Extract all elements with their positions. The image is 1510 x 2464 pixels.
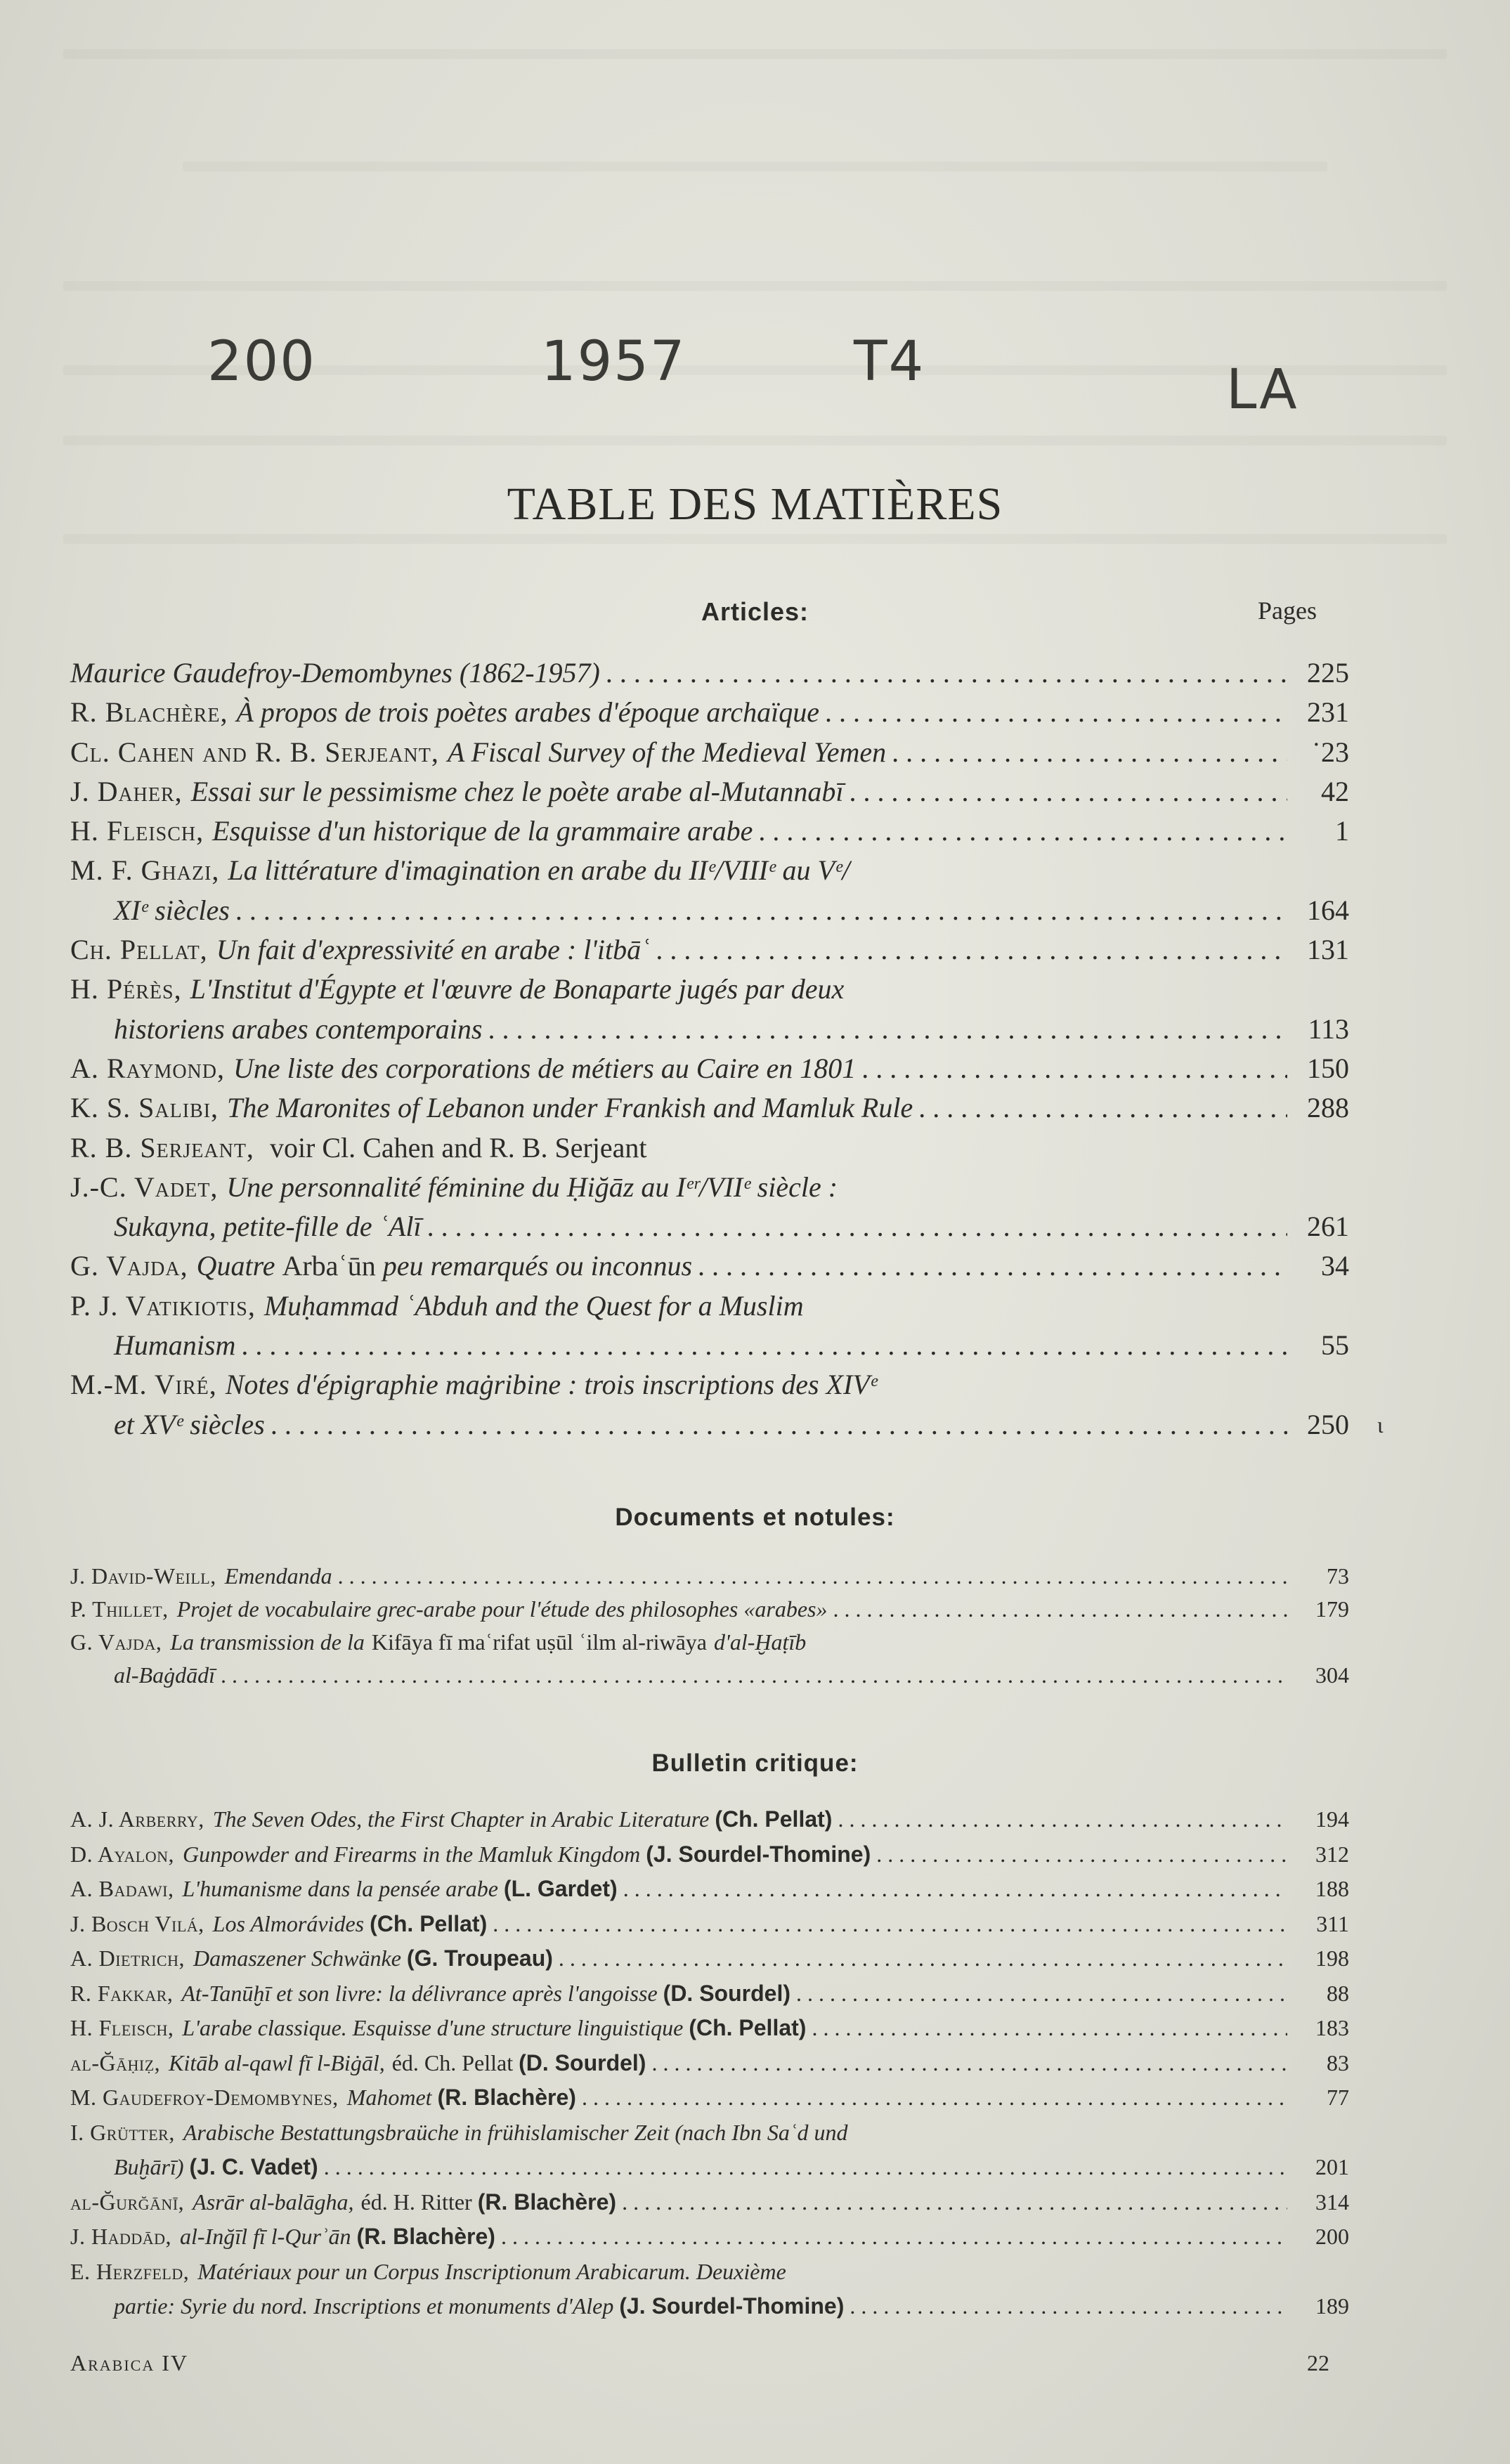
toc-entry bbox=[70, 2185, 1349, 2220]
entry-title: L'Institut d'Égypte et l'œuvre de Bonaparte jugés par deux bbox=[190, 973, 845, 1005]
toc-entry-line bbox=[70, 2080, 1349, 2116]
dot-leader bbox=[861, 1049, 1287, 1088]
entry-author: R. Blachère, bbox=[70, 696, 228, 729]
dot-leader bbox=[849, 772, 1287, 811]
toc-entry bbox=[70, 2255, 1349, 2324]
dot-leader bbox=[338, 1560, 1287, 1593]
entry-author: J. Haddād, bbox=[70, 2224, 172, 2249]
entry-page: 183 bbox=[1315, 2015, 1349, 2040]
toc-entry bbox=[70, 1246, 1349, 1286]
dot-leader bbox=[427, 1207, 1287, 1246]
entry-reviewer: (R. Blachère) bbox=[437, 2085, 576, 2110]
entry-page: 73 bbox=[1327, 1563, 1349, 1589]
toc-entry-line bbox=[70, 1907, 1349, 1942]
entry-author: H. Fleisch, bbox=[70, 815, 204, 847]
toc-entry-line bbox=[70, 930, 1349, 970]
dot-leader bbox=[221, 1659, 1287, 1692]
entry-title: XIᵉ siècles bbox=[114, 894, 230, 926]
dot-leader bbox=[656, 930, 1287, 970]
toc-entry-line bbox=[70, 1837, 1349, 1872]
entry-reviewer: (Ch. Pellat) bbox=[715, 1806, 833, 1832]
toc-entry-line bbox=[70, 1128, 1349, 1168]
entry-page: 1 bbox=[1335, 815, 1349, 847]
entry-author: J. Bosch Vilá, bbox=[70, 1910, 204, 1936]
toc-entry-line bbox=[70, 1326, 1349, 1365]
dot-leader bbox=[892, 733, 1287, 772]
toc-entry-line bbox=[70, 1246, 1349, 1286]
entry-title: partie: Syrie du nord. Inscriptions et monuments d'Alep bbox=[114, 2293, 614, 2319]
page-title: TABLE DES MATIÈRES bbox=[507, 478, 1003, 530]
dot-leader bbox=[582, 2080, 1287, 2116]
entry-page: 88 bbox=[1327, 1980, 1349, 2006]
entry-title: Arabische Bestattungsbraüche in frühislamischer Zeit (nach Ibn Saʿd und bbox=[183, 2119, 848, 2145]
toc-entry-line bbox=[70, 1088, 1349, 1128]
entry-reviewer: (L. Gardet) bbox=[503, 1876, 618, 1901]
entry-title: Notes d'épigraphie maġribine : trois inscriptions des XIVᵉ bbox=[225, 1369, 878, 1401]
entry-page: 131 bbox=[1307, 934, 1349, 966]
toc-entry-line bbox=[70, 772, 1349, 811]
entry-title: Muḥammad ʿAbduh and the Quest for a Muslim bbox=[263, 1289, 804, 1322]
entry-author: R. B. Serjeant, bbox=[70, 1131, 254, 1163]
dot-leader bbox=[825, 693, 1287, 732]
toc-entry-line bbox=[70, 1168, 1349, 1207]
toc-entry-line bbox=[70, 1593, 1349, 1626]
entry-reviewer: (R. Blachère) bbox=[477, 2189, 617, 2215]
entry-title: The Seven Odes, the First Chapter in Arabic Literature bbox=[212, 1806, 710, 1832]
entry-page: 164 bbox=[1307, 894, 1349, 926]
toc-entry bbox=[70, 1286, 1349, 1366]
entry-title: Maurice Gaudefroy-Demombynes (1862-1957) bbox=[70, 657, 600, 689]
toc-entry bbox=[70, 1088, 1349, 1128]
toc-entry-line bbox=[70, 891, 1349, 930]
dot-leader bbox=[796, 1976, 1287, 2012]
entry-text: voir Cl. Cahen and R. B. Serjeant bbox=[269, 1131, 647, 1163]
entry-page: ˙23 bbox=[1311, 736, 1349, 768]
dot-leader bbox=[623, 1872, 1287, 1907]
entry-reviewer: (J. Sourdel-Thomine) bbox=[619, 2293, 845, 2319]
toc-entry-line bbox=[70, 653, 1349, 693]
toc-entry bbox=[70, 1049, 1349, 1088]
entry-title: La transmission de la bbox=[170, 1629, 365, 1655]
entry-title: Damaszener Schwänke bbox=[193, 1945, 401, 1971]
entry-author: E. Herzfeld, bbox=[70, 2258, 190, 2284]
entry-author: I. Grütter, bbox=[70, 2119, 175, 2145]
entry-author: G. Vajda, bbox=[70, 1250, 188, 1282]
toc-entry bbox=[70, 1802, 1349, 1837]
entry-text: éd. H. Ritter bbox=[360, 2189, 472, 2215]
toc-entry-line bbox=[70, 2185, 1349, 2220]
toc-entry-line bbox=[70, 733, 1349, 772]
toc-entry-line bbox=[70, 1626, 1349, 1659]
entry-reviewer: (Ch. Pellat) bbox=[370, 1910, 488, 1936]
entry-author: Cl. Cahen and R. B. Serjeant, bbox=[70, 736, 439, 768]
toc-entry-line bbox=[70, 2116, 1349, 2151]
toc-entry bbox=[70, 930, 1349, 970]
dot-leader bbox=[622, 2185, 1287, 2220]
toc-entry bbox=[70, 1365, 1349, 1445]
toc-entry bbox=[70, 2080, 1349, 2116]
entry-page: 55 bbox=[1321, 1329, 1349, 1362]
toc-entry bbox=[70, 653, 1349, 693]
footer-journal: Arabica IV bbox=[70, 2350, 188, 2375]
entry-page: 150 bbox=[1307, 1052, 1349, 1084]
entry-page: 201 bbox=[1315, 2154, 1349, 2179]
toc-entry bbox=[70, 733, 1349, 772]
entry-page: 288 bbox=[1307, 1092, 1349, 1124]
entry-author: al-Ğurğānī, bbox=[70, 2189, 185, 2215]
toc-entry-line bbox=[70, 1207, 1349, 1246]
toc-entry-line bbox=[70, 2046, 1349, 2081]
dot-leader bbox=[812, 2011, 1287, 2046]
toc-entry bbox=[70, 1976, 1349, 2012]
dot-leader bbox=[758, 811, 1287, 851]
entry-author: A. Raymond, bbox=[70, 1052, 225, 1084]
entry-text: Arbaʿūn bbox=[282, 1250, 376, 1282]
toc-entry bbox=[70, 811, 1349, 851]
entry-author: M. Gaudefroy-Demombynes, bbox=[70, 2085, 339, 2110]
handwritten-note-3: T4 bbox=[854, 330, 925, 393]
handwritten-note-1: 200 bbox=[207, 330, 316, 393]
entry-title: Esquisse d'un historique de la grammaire arabe bbox=[212, 815, 753, 847]
entry-text: Kifāya fī maʿrifat uṣūl ʿilm al-riwāya bbox=[371, 1629, 707, 1655]
bulletin-list bbox=[70, 1802, 1349, 2324]
entry-title: The Maronites of Lebanon under Frankish and Mamluk Rule bbox=[227, 1092, 913, 1124]
show-through-line bbox=[183, 162, 1327, 171]
entry-author: J. David-Weill, bbox=[70, 1563, 216, 1589]
toc-entry-line bbox=[70, 1049, 1349, 1088]
toc-entry bbox=[70, 970, 1349, 1049]
entry-author: M.-M. Viré, bbox=[70, 1369, 217, 1401]
entry-title: Humanism bbox=[114, 1329, 236, 1362]
toc-entry bbox=[70, 1907, 1349, 1942]
entry-author: D. Ayalon, bbox=[70, 1841, 175, 1867]
entry-author: al-Ğāḥiẓ, bbox=[70, 2049, 161, 2075]
entry-reviewer: (J. Sourdel-Thomine) bbox=[646, 1841, 871, 1867]
entry-title: Buḫārī) bbox=[114, 2154, 184, 2179]
show-through-line bbox=[63, 534, 1447, 544]
dot-leader bbox=[606, 653, 1287, 693]
toc-entry bbox=[70, 1872, 1349, 1907]
entry-title: At-Tanūḫī et son livre: la délivrance après l'angoisse bbox=[181, 1980, 658, 2006]
entry-page: 225 bbox=[1307, 657, 1349, 689]
toc-entry-line bbox=[70, 851, 1349, 890]
entry-title: Une liste des corporations de métiers au Caire en 1801 bbox=[233, 1052, 857, 1084]
toc-entry bbox=[70, 1128, 1349, 1168]
dot-leader bbox=[493, 1907, 1287, 1942]
entry-text: éd. Ch. Pellat bbox=[391, 2049, 514, 2075]
dot-leader bbox=[651, 2046, 1287, 2081]
entry-title: A Fiscal Survey of the Medieval Yemen bbox=[447, 736, 887, 768]
entry-page: 311 bbox=[1316, 1910, 1349, 1936]
pages-column-heading: Pages bbox=[1258, 597, 1317, 625]
dot-leader bbox=[838, 1802, 1287, 1837]
entry-author: A. Badawi, bbox=[70, 1876, 174, 1901]
entry-author: J.-C. Vadet, bbox=[70, 1171, 219, 1203]
entry-title: Un fait d'expressivité en arabe : l'itbāʿ bbox=[216, 934, 651, 966]
toc-entry-line bbox=[70, 1802, 1349, 1837]
toc-entry-line bbox=[70, 1010, 1349, 1049]
entry-page: 83 bbox=[1327, 2049, 1349, 2075]
toc-entry bbox=[70, 2046, 1349, 2081]
margin-mark: ɩ bbox=[1377, 1412, 1384, 1438]
footer-page-number: 22 bbox=[1307, 2350, 1329, 2375]
entry-title: Essai sur le pessimisme chez le poète arabe al-Mutannabī bbox=[190, 775, 844, 807]
entry-title: La littérature d'imagination en arabe du IIᵉ/VIIIᵉ au Vᵉ/ bbox=[228, 854, 850, 887]
dot-leader bbox=[559, 1941, 1287, 1976]
entry-page: 231 bbox=[1307, 696, 1349, 729]
entry-author: R. Fakkar, bbox=[70, 1980, 174, 2006]
dot-leader bbox=[833, 1593, 1287, 1626]
entry-author: H. Fleisch, bbox=[70, 2015, 174, 2040]
show-through-line bbox=[63, 281, 1447, 291]
entry-title: Projet de vocabulaire grec-arabe pour l'étude des philosophes «arabes» bbox=[176, 1596, 828, 1622]
toc-entry-line bbox=[70, 1365, 1349, 1404]
entry-author: P. Thillet, bbox=[70, 1596, 169, 1622]
entry-page: 188 bbox=[1315, 1876, 1349, 1901]
toc-entry bbox=[70, 1626, 1349, 1692]
entry-author: Ch. Pellat, bbox=[70, 934, 208, 966]
section-heading-bulletin: Bulletin critique: bbox=[651, 1749, 859, 1777]
toc-entry-line bbox=[70, 1560, 1349, 1593]
toc-entry bbox=[70, 1593, 1349, 1626]
entry-author: K. S. Salibi, bbox=[70, 1092, 219, 1124]
entry-title: Sukayna, petite-fille de ʿAlī bbox=[114, 1211, 422, 1243]
entry-author: M. F. Ghazi, bbox=[70, 854, 220, 887]
toc-entry bbox=[70, 1837, 1349, 1872]
show-through-line bbox=[63, 49, 1447, 59]
entry-title: et XVᵉ siècles bbox=[114, 1408, 265, 1440]
toc-entry-line bbox=[70, 1976, 1349, 2012]
dot-leader bbox=[271, 1405, 1287, 1445]
handwritten-note-2: 1957 bbox=[541, 330, 686, 393]
entry-reviewer: (J. C. Vadet) bbox=[189, 2154, 318, 2179]
articles-list bbox=[70, 653, 1349, 1445]
toc-entry-line bbox=[70, 2011, 1349, 2046]
toc-entry bbox=[70, 851, 1349, 930]
entry-title: Kitāb al-qawl fī l-Biġāl, bbox=[169, 2049, 385, 2075]
toc-entry-line bbox=[70, 2150, 1349, 2185]
entry-page: 42 bbox=[1321, 775, 1349, 807]
toc-entry-line bbox=[70, 1405, 1349, 1445]
toc-entry-line bbox=[70, 2255, 1349, 2290]
entry-page: 194 bbox=[1315, 1806, 1349, 1832]
dot-leader bbox=[876, 1837, 1287, 1872]
entry-author: A. J. Arberry, bbox=[70, 1806, 204, 1832]
section-heading-articles: Articles: bbox=[701, 597, 809, 626]
toc-entry bbox=[70, 1941, 1349, 1976]
toc-entry-line bbox=[70, 693, 1349, 732]
entry-title: al-Inğīl fī l-Qurʾān bbox=[180, 2224, 351, 2249]
toc-entry-line bbox=[70, 970, 1349, 1009]
toc-entry bbox=[70, 2219, 1349, 2255]
dot-leader bbox=[698, 1246, 1287, 1286]
toc-entry bbox=[70, 1560, 1349, 1593]
entry-reviewer: (D. Sourdel) bbox=[663, 1980, 790, 2006]
entry-author: A. Dietrich, bbox=[70, 1945, 185, 1971]
toc-entry bbox=[70, 772, 1349, 811]
entry-page: 200 bbox=[1315, 2224, 1349, 2249]
entry-title: À propos de trois poètes arabes d'époque archaïque bbox=[236, 696, 820, 729]
toc-entry-line bbox=[70, 1659, 1349, 1692]
entry-page: 77 bbox=[1327, 2085, 1349, 2110]
entry-title: peu remarqués ou inconnus bbox=[382, 1250, 693, 1282]
entry-page: 314 bbox=[1315, 2189, 1349, 2215]
entry-title: Gunpowder and Firearms in the Mamluk Kingdom bbox=[183, 1841, 641, 1867]
dot-leader bbox=[241, 1326, 1287, 1365]
entry-page: 261 bbox=[1307, 1211, 1349, 1243]
toc-entry bbox=[70, 2011, 1349, 2046]
entry-reviewer: (Ch. Pellat) bbox=[689, 2015, 807, 2040]
entry-page: 250 bbox=[1307, 1408, 1349, 1440]
toc-entry-line bbox=[70, 1286, 1349, 1326]
entry-page: 198 bbox=[1315, 1945, 1349, 1971]
section-heading-documents: Documents et notules: bbox=[615, 1504, 895, 1531]
dot-leader bbox=[324, 2150, 1287, 2185]
entry-reviewer: (D. Sourdel) bbox=[519, 2049, 646, 2075]
entry-title: L'humanisme dans la pensée arabe bbox=[182, 1876, 498, 1901]
entry-reviewer: (R. Blachère) bbox=[356, 2224, 495, 2249]
toc-entry-line bbox=[70, 1872, 1349, 1907]
toc-entry bbox=[70, 693, 1349, 732]
entry-page: 179 bbox=[1315, 1596, 1349, 1622]
entry-title: Los Almorávides bbox=[212, 1910, 365, 1936]
entry-page: 34 bbox=[1321, 1250, 1349, 1282]
entry-reviewer: (G. Troupeau) bbox=[406, 1945, 553, 1971]
entry-title: Mahomet bbox=[346, 2085, 432, 2110]
entry-title: historiens arabes contemporains bbox=[114, 1012, 483, 1045]
toc-entry-line bbox=[70, 2289, 1349, 2324]
toc-entry-line bbox=[70, 2219, 1349, 2255]
entry-title: d'al-Ḫaṭīb bbox=[714, 1629, 807, 1655]
show-through-line bbox=[63, 436, 1447, 445]
entry-title: Asrār al-balāgha, bbox=[193, 2189, 354, 2215]
toc-entry bbox=[70, 2116, 1349, 2185]
entry-page: 189 bbox=[1315, 2293, 1349, 2319]
entry-title: Quatre bbox=[196, 1250, 275, 1282]
entry-author: P. J. Vatikiotis, bbox=[70, 1289, 256, 1322]
toc-entry-line bbox=[70, 811, 1349, 851]
toc-entry bbox=[70, 1168, 1349, 1247]
entry-page: 304 bbox=[1315, 1662, 1349, 1688]
entry-author: J. Daher, bbox=[70, 775, 183, 807]
entry-title: Une personnalité féminine du Ḥiğāz au Iᵉʳ/VIIᵉ siècle : bbox=[226, 1171, 838, 1203]
dot-leader bbox=[918, 1088, 1287, 1128]
dot-leader bbox=[488, 1010, 1287, 1049]
entry-title: Matériaux pour un Corpus Inscriptionum Arabicarum. Deuxième bbox=[197, 2258, 786, 2284]
entry-author: H. Pérès, bbox=[70, 973, 182, 1005]
entry-title: al-Baġdādī bbox=[114, 1662, 215, 1688]
entry-author: G. Vajda, bbox=[70, 1629, 162, 1655]
entry-title: Emendanda bbox=[224, 1563, 332, 1589]
dot-leader bbox=[235, 891, 1287, 930]
documents-list bbox=[70, 1560, 1349, 1692]
dot-leader bbox=[501, 2219, 1287, 2255]
handwritten-note-4: LA bbox=[1226, 358, 1299, 422]
entry-page: 312 bbox=[1315, 1841, 1349, 1867]
entry-title: L'arabe classique. Esquisse d'une structure linguistique bbox=[182, 2015, 684, 2040]
entry-page: 113 bbox=[1308, 1012, 1349, 1045]
toc-entry-line bbox=[70, 1941, 1349, 1976]
dot-leader bbox=[850, 2289, 1287, 2324]
